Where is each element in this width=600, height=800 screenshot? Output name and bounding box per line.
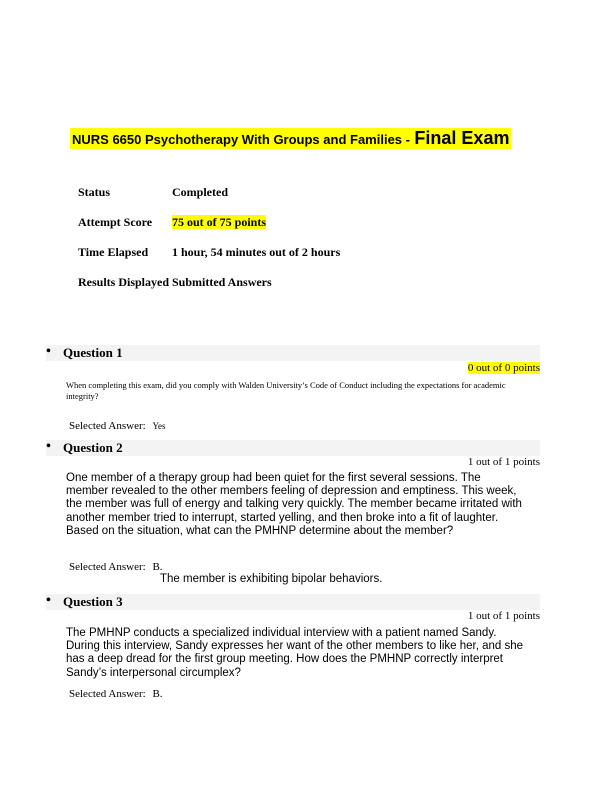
results-label: Results Displayed	[78, 275, 170, 289]
selected-answer-label: Selected Answer:	[69, 688, 146, 700]
question-text: One member of a therapy group had been quiet for the first several sessions. The member revealed to the other members feeling of depression and emptiness. This week, the member was full of energy and talking very quickly. The member became irritated with another member tried to interrupt, started yelling, and then broke into a fit of laughter. Based on the situation, what can the PMHNP determine about the member?	[66, 472, 522, 537]
question-text: When completing this exam, did you comply with Walden University’s Code of Conduct including the expectations for academic integrity?	[66, 380, 506, 401]
attempt-summary	[78, 185, 340, 305]
selected-answer-label: Selected Answer:	[69, 420, 146, 432]
score-row	[78, 215, 340, 245]
time-label: Time Elapsed	[78, 245, 149, 259]
status-value: Completed	[172, 185, 228, 199]
status-label: Status	[78, 185, 111, 199]
question-text: The PMHNP conducts a specialized individual interview with a patient named Sandy. During this interview, Sandy expresses her want of the other members to like her, and she has a deep dread for the first group meeting. How does the PMHNP correctly interpret Sandy’s interpersonal circumplex?	[66, 627, 524, 679]
score-value: 75 out of 75 points	[172, 215, 267, 229]
selected-answer	[69, 420, 166, 432]
selected-answer-value: B.	[152, 688, 163, 700]
question-points: 0 out of 0 points	[467, 362, 540, 374]
course-title: NURS 6650 Psychotherapy With Groups and Families -	[72, 132, 410, 147]
question-points: 1 out of 1 points	[467, 456, 540, 468]
answer-text: The member is exhibiting bipolar behaviors.	[160, 573, 383, 585]
question-2	[46, 439, 540, 585]
time-value: 1 hour, 54 minutes out of 2 hours	[172, 245, 341, 259]
results-row	[78, 275, 340, 305]
question-label: Question 3	[63, 594, 123, 609]
selected-answer	[69, 561, 163, 573]
bullet-icon: •	[46, 439, 51, 454]
question-points: 1 out of 1 points	[467, 610, 540, 622]
exam-title	[70, 128, 511, 149]
selected-answer	[69, 688, 163, 700]
score-label: Attempt Score	[78, 215, 153, 229]
selected-answer-value: B.	[152, 561, 163, 573]
selected-answer-label: Selected Answer:	[69, 561, 146, 573]
results-value: Submitted Answers	[172, 275, 272, 289]
question-header	[46, 345, 540, 361]
question-header	[46, 594, 540, 610]
question-header	[46, 440, 540, 456]
time-row	[78, 245, 340, 275]
selected-answer-value: Yes	[152, 421, 166, 431]
bullet-icon: •	[46, 344, 51, 359]
status-row	[78, 185, 340, 215]
question-label: Question 1	[63, 345, 123, 360]
exam-name: Final Exam	[414, 128, 510, 148]
question-1	[46, 344, 540, 432]
question-3	[46, 593, 540, 700]
bullet-icon: •	[46, 593, 51, 608]
question-label: Question 2	[63, 440, 123, 455]
